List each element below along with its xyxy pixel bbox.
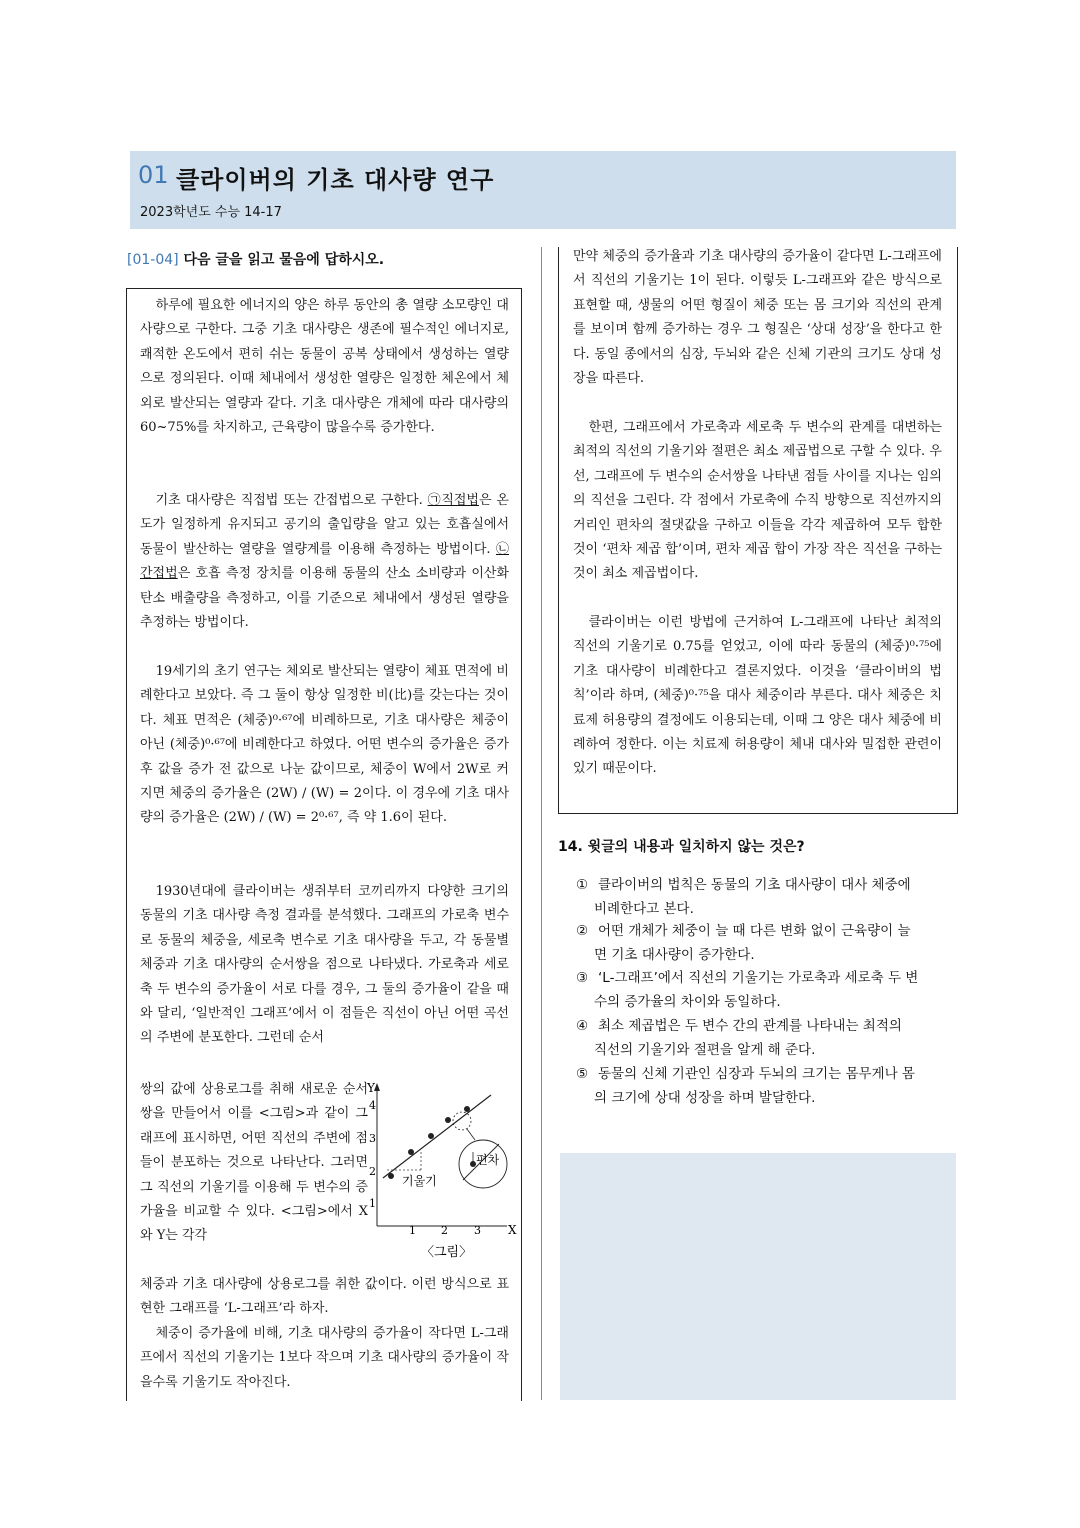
data-point [388,1173,394,1179]
passage-paragraph-2 [140,489,509,635]
x-tick-2: 2 [441,1224,448,1237]
instruction [127,249,384,269]
passage-paragraph-3: 19세기의 초기 연구는 체외로 발산되는 열량이 체표 면적에 비례한다고 보았다. 즉 그 둘이 항상 일정한 비(比)를 갖는다는 것이다. 체표 면적은 (체중)⁰·⁶⁷에 비례하므로, 기초 대사량은 체중이 아닌 (체중)⁰·⁶⁷에 비례한다고 하였다. 어떤 변수의 증가율은 증가 후 값을 증가 전 값으로 나눈 값이므로, 체중이 W에서 2W로 커지면 체중의 증가율은 (2W) / (W) = 2이다. 이 경우에 기초 대사량의 증가율은 (2W) / (W) = 2⁰·⁶⁷, 즉 약 1.6이 된다. [140,664,509,826]
p2-text-a: 기초 대사량은 직접법 또는 간접법으로 구한다. [155,493,428,508]
passage-right-paragraph-3: 클라이버는 이런 방법에 근거하여 L-그래프에 나타난 최적의 직선의 기울기로 0.75를 얻었고, 이에 따라 동물의 (체중)⁰·⁷⁵에 기초 대사량이 비례한다고 결론지었다. 이것을 ‘클라이버의 법칙’이라 하며, (체중)⁰·⁷⁵을 대사 체중이라 부른다. 대사 체중은 치료제 허용량의 결정에도 이용되는데, 이때 그 양은 대사 체중에 비례하여 정한다. 이는 치료제 허용량이 체내 대사와 밀접한 관련이 있기 때문이다. [573,615,942,777]
option-3-text: ‘L-그래프’에서 직선의 기울기는 가로축과 세로축 두 변 [598,970,919,986]
x-axis-label: X [508,1223,517,1237]
slope-label: 기울기 [402,1174,437,1188]
option-1-text: 클라이버의 법칙은 동물의 기초 대사량이 대사 체중에 [598,877,911,893]
option-4-number: ④ [576,1018,589,1034]
data-point [428,1133,434,1139]
passage-paragraph-5: 체중이 증가율에 비해, 기초 대사량의 증가율이 작다면 L-그래프에서 직선의 기울기는 1보다 작으며 기초 대사량의 증가율이 작을수록 기울기도 작아진다. [140,1326,509,1390]
passage-right-paragraph-2: 한편, 그래프에서 가로축과 세로축 두 변수의 관계를 대변하는 최적의 직선의 기울기와 절편은 최소 제곱법으로 구할 수 있다. 우선, 그래프에 두 변수의 순서쌍을 나타낸 점들 사이를 지나는 임의의 직선을 그린다. 각 점에서 가로축에 수직 방향으로 직선까지의 거리인 편차의 절댓값을 구하고 이들을 각각 제곱하여 모두 합한 것이 ‘편차 제곱 합’이며, 편차 제곱 합이 가장 작은 직선을 구하는 것이 최소 제곱법이다. [573,420,942,582]
option-5-text: 동물의 신체 기관인 심장과 두뇌의 크기는 몸무게나 몸 [598,1066,915,1082]
answer-area [560,1153,956,1400]
x-tick-1: 1 [409,1224,416,1237]
option-5-text-cont: 의 크기에 상대 성장을 하며 발달한다. [594,1090,816,1106]
zoom-connector [467,1129,475,1140]
zoom-circle-small [453,1112,471,1130]
passage-paragraph-4-wrap: 쌍의 값에 상용로그를 취해 새로운 순서쌍을 만들어서 이를 <그림>과 같이 그래프에 표시하면, 어떤 직선의 주변에 점들이 분포하는 것으로 나타난다. 그러면 그 직선의 기울기를 이용해 두 변수의 증가율을 비교할 수 있다. <그림>에서 X와 Y는 각각 [140,1082,368,1244]
term-direct-method: ㉠직접법 [427,493,479,508]
y-tick-2: 2 [369,1165,376,1178]
passage-right-paragraph-1: 만약 체중의 증가율과 기초 대사량의 증가율이 같다면 L-그래프에서 직선의 기울기는 1이 된다. 이렇듯 L-그래프와 같은 방식으로 표현할 때, 생물의 어떤 형질이 체중 또는 몸 크기와 직선의 관계를 보이며 함께 증가하는 경우 그 형질은 ‘상대 성장’을 한다고 한다. 동일 종에서의 심장, 두뇌와 같은 신체 기관의 크기도 상대 성장을 따른다. [573,249,942,387]
option-1-number: ① [576,877,589,893]
passage-paragraph-4: 1930년대에 클라이버는 생쥐부터 코끼리까지 다양한 크기의 동물의 기초 대사량 측정 결과를 분석했다. 그래프의 가로축 변수로 동물의 체중을, 세로축 변수로 기초 대사량을 두고, 각 동물별 체중과 기초 대사량의 순서쌍을 점으로 나타냈다. 가로축과 세로축 두 변수의 증가율이 서로 다를 경우, 그 둘의 증가율이 같을 때와 달리, ‘일반적인 그래프’에서 이 점들은 직선이 아닌 어떤 곡선의 주변에 분포한다. 그런데 순서 [140,884,509,1046]
option-4-text-cont: 직선의 기울기와 절편을 알게 해 준다. [594,1042,816,1058]
section-title: 클라이버의 기초 대사량 연구 [176,166,495,194]
section-number: 01 [138,161,169,189]
passage-paragraph-1: 하루에 필요한 에너지의 양은 하루 동안의 총 열량 소모량인 대사량으로 구한다. 그중 기초 대사량은 생존에 필수적인 에너지로, 쾌적한 온도에서 편히 쉬는 동물이 공복 상태에서 생성하는 열량으로 정의된다. 이때 체내에서 생성한 열량은 일정한 체온에서 체외로 발산되는 열량과 같다. 기초 대사량은 개체에 따라 대사량의 60~75%를 차지하고, 근육량이 많을수록 증가한다. [140,298,509,436]
data-point [445,1117,451,1123]
passage-paragraph-4-end: 체중과 기초 대사량에 상용로그를 취한 값이다. 이런 방식으로 표현한 그래프를 ‘L-그래프’라 하자. [140,1277,509,1317]
option-1[interactable] [576,873,958,921]
instruction-text: 다음 글을 읽고 물음에 답하시오. [178,252,385,268]
l-graph-figure [365,1078,523,1266]
option-4-text: 최소 제곱법은 두 변수 간의 관계를 나타내는 최적의 [598,1018,902,1034]
y-tick-4: 4 [369,1099,376,1112]
y-tick-1: 1 [369,1197,376,1210]
option-3[interactable] [576,966,958,1014]
option-5-number: ⑤ [576,1066,589,1082]
term-indirect-method: ㉡간접법 [140,541,509,582]
y-axis-label: Y [367,1081,375,1095]
option-2-number: ② [576,923,589,939]
x-tick-3: 3 [474,1224,481,1237]
option-3-number: ③ [576,970,589,986]
p2-text-b: 은 온도가 일정하게 유지되고 공기의 출입량을 알고 있는 호흡실에서 동물이 발산하는 열량을 열량계를 이용해 측정하는 방법이다. [140,493,509,557]
option-1-text-cont: 비례한다고 본다. [594,901,694,917]
p2-text-c: 은 호흡 측정 장치를 이용해 동물의 산소 소비량과 이산화 탄소 배출량을 측정하고, 이를 기준으로 체내에서 생성된 열량을 추정하는 방법이다. [140,566,509,631]
option-5[interactable] [576,1062,958,1110]
option-4[interactable] [576,1014,958,1062]
data-point [408,1149,414,1155]
option-3-text-cont: 수의 증가율의 차이와 동일하다. [594,994,781,1010]
option-2-text: 어떤 개체가 체중이 늘 때 다른 변화 없이 근육량이 늘 [598,923,911,939]
data-point [464,1106,470,1112]
section-header [130,151,956,229]
option-2[interactable] [576,919,958,967]
question-title: 14. 윗글의 내용과 일치하지 않는 것은? [558,839,805,855]
column-divider [541,247,542,1400]
option-2-text-cont: 면 기초 대사량이 증가한다. [594,947,755,963]
section-subtitle: 2023학년도 수능 14-17 [140,205,282,220]
deviation-label: 편차 [476,1153,500,1167]
figure-caption: 〈그림〉 [421,1245,473,1260]
y-tick-3: 3 [369,1132,376,1145]
instruction-code: [01-04] [127,252,179,268]
